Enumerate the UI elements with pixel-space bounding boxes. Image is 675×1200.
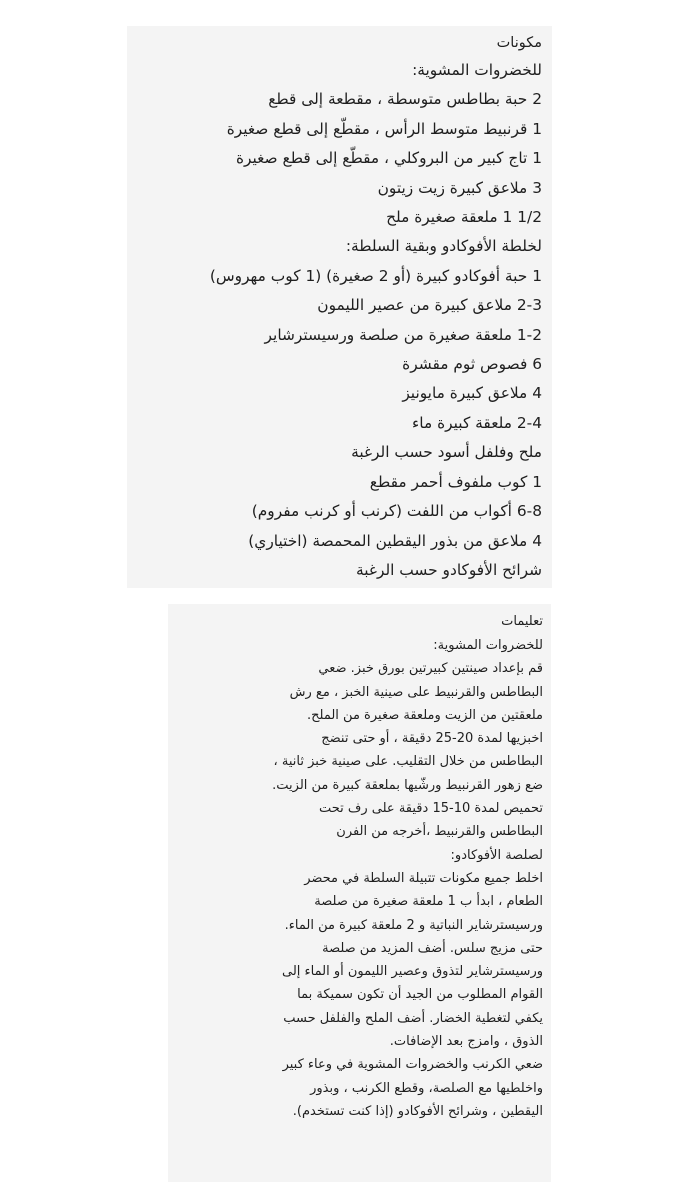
ingredient-item: 4 ملاعق من بذور اليقطين المحمصة (اختياري)	[248, 531, 542, 550]
instruction-line: ورسيسترشاير النباتية و 2 ملعقة كبيرة من الماء.	[284, 917, 543, 933]
ingredient-item: 1 قرنبيط متوسط الرأس ، مقطّع إلى قطع صغيرة	[226, 119, 542, 138]
vegetables-ingredient-list	[133, 85, 542, 232]
ingredient-item: 1/2 1 ملعقة صغيرة ملح	[386, 208, 542, 227]
instruction-line: قم بإعداد صينتين كبيرتين بورق خبز. ضعي	[318, 661, 543, 677]
instruction-line: ورسيسترشاير لتذوق وعصير الليمون أو الماء إلى	[281, 964, 543, 980]
instruction-line: واخلطيها مع الصلصة، وقطع الكرنب ، وبذور	[310, 1080, 543, 1096]
instruction-line: الذوق ، وامزج بعد الإضافات.	[389, 1034, 543, 1050]
ingredients-card	[127, 26, 552, 588]
ingredients-vegetables-heading: للخضروات المشوية:	[412, 61, 542, 79]
ingredient-item: 1 تاج كبير من البروكلي ، مقطّع إلى قطع صغيرة	[235, 149, 542, 168]
instruction-line: ملعقتين من الزيت وملعقة صغيرة من الملح.	[307, 707, 543, 723]
avocado-ingredient-list	[133, 262, 542, 585]
instructions-vegetables-heading: للخضروات المشوية:	[433, 638, 543, 653]
instruction-line: تحميص لمدة 10-15 دقيقة على رف تحت	[319, 801, 543, 817]
ingredient-item: 2 حبة بطاطس متوسطة ، مقطعة إلى قطع	[268, 90, 542, 109]
instruction-line: البطاطس من خلال التقليب. على صينية خبز ثانية ،	[273, 754, 543, 770]
instruction-line: حتى مزيج سلس. أضف المزيد من صلصة	[322, 940, 543, 956]
instruction-line: يكفي لتغطية الخضار. أضف الملح والفلفل حسب	[283, 1010, 543, 1026]
ingredient-item: 2-3 ملاعق كبيرة من عصير الليمون	[317, 296, 542, 315]
instruction-line: الطعام ، ابدأ ب 1 ملعقة صغيرة من صلصة	[314, 894, 543, 910]
instruction-line: القوام المطلوب من الجيد أن تكون سميكة بما	[297, 987, 543, 1003]
instruction-line: ضعي الكرنب والخضروات المشوية في وعاء كبير	[282, 1057, 543, 1073]
ingredients-title: مكونات	[496, 35, 542, 51]
vegetables-instructions-paragraph	[174, 657, 543, 843]
avocado-instructions-paragraph	[174, 867, 543, 1123]
instruction-line: اخبزيها لمدة 20-25 دقيقة ، أو حتى تنضج	[321, 731, 543, 747]
ingredient-item: شرائح الأفوكادو حسب الرغبة	[356, 560, 542, 579]
instruction-line: البطاطس والقرنبيط على صينية الخبز ، مع رش	[289, 684, 543, 700]
ingredient-item: 6-8 أكواب من اللفت (كرنب أو كرنب مفروم)	[251, 502, 542, 521]
ingredients-avocado-heading: لخلطة الأفوكادو وبقية السلطة:	[345, 237, 542, 256]
ingredient-item: 6 فصوص ثوم مقشرة	[402, 355, 542, 374]
ingredient-item: 1 حبة أفوكادو كبيرة (أو 2 صغيرة) (1 كوب مهروس)	[209, 266, 542, 285]
instructions-avocado-heading: لصلصة الأفوكادو:	[450, 847, 543, 863]
ingredient-item: 1 كوب ملفوف أحمر مقطع	[369, 472, 542, 491]
ingredient-item: 3 ملاعق كبيرة زيت زيتون	[377, 178, 542, 197]
instructions-card	[168, 604, 551, 1182]
ingredient-item: ملح وفلفل أسود حسب الرغبة	[351, 443, 542, 462]
instruction-line: اليقطين ، وشرائح الأفوكادو (إذا كنت تستخدم).	[292, 1103, 543, 1119]
instruction-line: اخلط جميع مكونات تتبيلة السلطة في محضر	[304, 870, 543, 886]
ingredient-item: 2-4 ملعقة كبيرة ماء	[412, 413, 542, 432]
ingredient-item: 1-2 ملعقة صغيرة من صلصة ورسيسترشاير	[264, 325, 542, 344]
instructions-title: تعليمات	[501, 614, 543, 629]
instruction-line: البطاطس والقرنبيط ،أخرجه من الفرن	[336, 824, 543, 840]
ingredient-item: 4 ملاعق كبيرة مايونيز	[402, 384, 542, 403]
instruction-line: ضع زهور القرنبيط ورشّيها بملعقة كبيرة من الزيت.	[272, 777, 543, 793]
